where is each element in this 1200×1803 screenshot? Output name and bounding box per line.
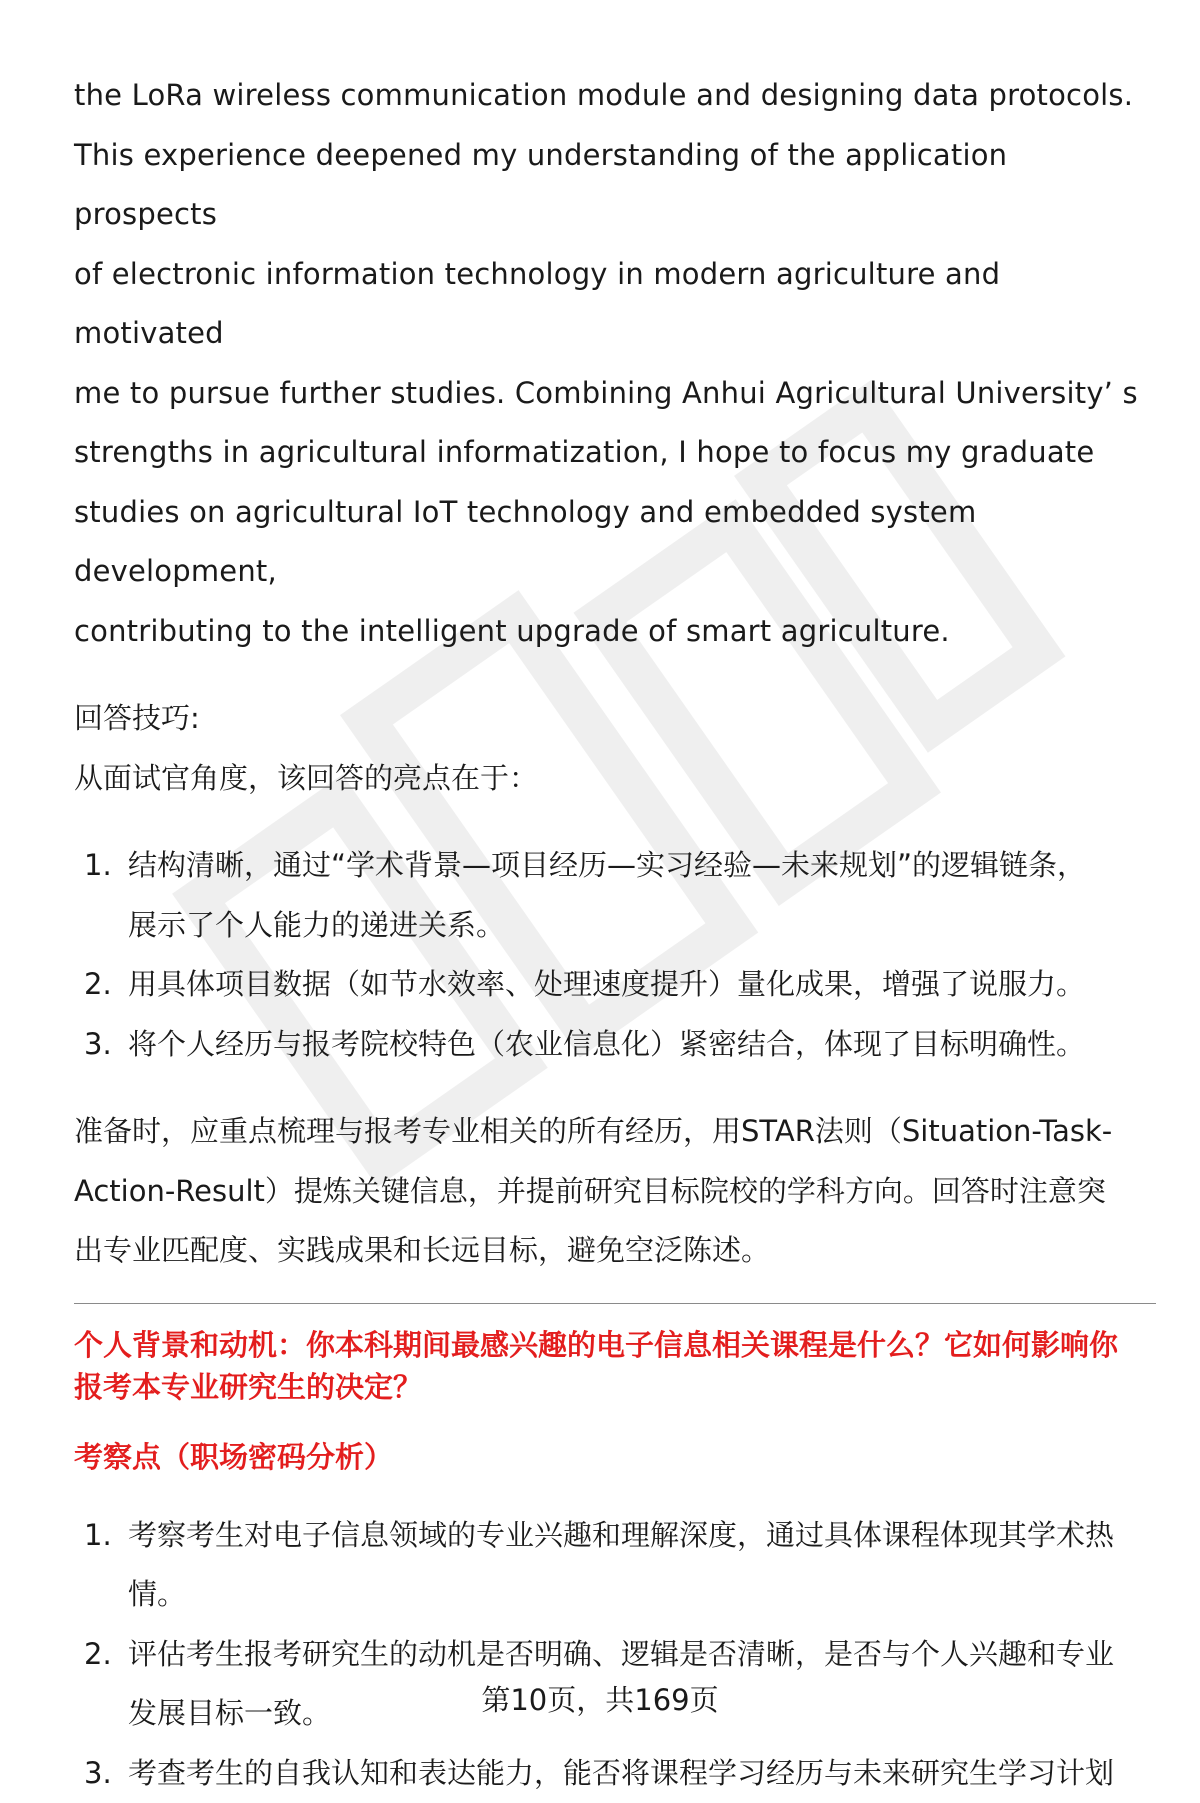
list-item-line: 情。 <box>128 1565 1156 1625</box>
list-number: 1. <box>84 1506 112 1566</box>
list-item-line: 考察考生对电子信息领域的专业兴趣和理解深度，通过具体课程体现其学术热 <box>128 1506 1156 1566</box>
list-item <box>74 1506 1156 1625</box>
main-content <box>74 66 1156 1803</box>
list-item-line: 用具体项目数据（如节水效率、处理速度提升）量化成果，增强了说服力。 <box>128 955 1156 1015</box>
prep-paragraph <box>74 1102 1156 1281</box>
list-item <box>74 955 1156 1015</box>
list-item-line: 考查考生的自我认知和表达能力，能否将课程学习经历与未来研究生学习计划 <box>128 1744 1156 1803</box>
intro-line: studies on agricultural IoT technology and embedded system development, <box>74 483 1156 602</box>
intro-line: the LoRa wireless communication module and designing data protocols. <box>74 66 1156 126</box>
page-footer: 第10页，共169页 <box>0 1680 1200 1720</box>
prep-line: 出专业匹配度、实践成果和长远目标，避免空泛陈述。 <box>74 1221 1156 1281</box>
intro-line: contributing to the intelligent upgrade of smart agriculture. <box>74 602 1156 662</box>
list-item-line: 评估考生报考研究生的动机是否明确、逻辑是否清晰，是否与个人兴趣和专业 <box>128 1625 1156 1685</box>
list-item <box>74 1015 1156 1075</box>
highlights-list <box>74 836 1156 1074</box>
tips-lead: 从面试官角度，该回答的亮点在于： <box>74 749 1156 809</box>
intro-line: This experience deepened my understanding of the application prospects <box>74 126 1156 245</box>
intro-line: strengths in agricultural informatization, I hope to focus my graduate <box>74 423 1156 483</box>
list-item <box>74 1744 1156 1803</box>
question-heading <box>74 1324 1156 1408</box>
intro-paragraph <box>74 66 1156 661</box>
list-item <box>74 836 1156 955</box>
prep-line: 准备时，应重点梳理与报考专业相关的所有经历，用STAR法则（Situation-Task- <box>74 1102 1156 1162</box>
tips-label: 回答技巧: <box>74 689 1156 749</box>
list-item-line: 将个人经历与报考院校特色（农业信息化）紧密结合，体现了目标明确性。 <box>128 1015 1156 1075</box>
list-number: 2. <box>84 1625 112 1685</box>
prep-line: Action-Result）提炼关键信息，并提前研究目标院校的学科方向。回答时注意突 <box>74 1162 1156 1222</box>
list-number: 3. <box>84 1015 112 1075</box>
section-divider <box>74 1303 1156 1304</box>
list-number: 2. <box>84 955 112 1015</box>
list-item-line: 展示了个人能力的递进关系。 <box>128 896 1156 956</box>
list-item-line: 结构清晰，通过“学术背景—项目经历—实习经验—未来规划”的逻辑链条， <box>128 836 1156 896</box>
exam-points-heading: 考察点（职场密码分析） <box>74 1436 1156 1478</box>
intro-line: me to pursue further studies. Combining Anhui Agricultural University’ s <box>74 364 1156 424</box>
list-number: 3. <box>84 1744 112 1803</box>
question-line: 个人背景和动机：你本科期间最感兴趣的电子信息相关课程是什么？它如何影响你 <box>74 1324 1156 1366</box>
list-number: 1. <box>84 836 112 896</box>
question-line: 报考本专业研究生的决定？ <box>74 1366 1156 1408</box>
list-item-line: 发展目标一致。 <box>128 1684 1156 1744</box>
intro-line: of electronic information technology in modern agriculture and motivated <box>74 245 1156 364</box>
exam-points-list <box>74 1506 1156 1803</box>
